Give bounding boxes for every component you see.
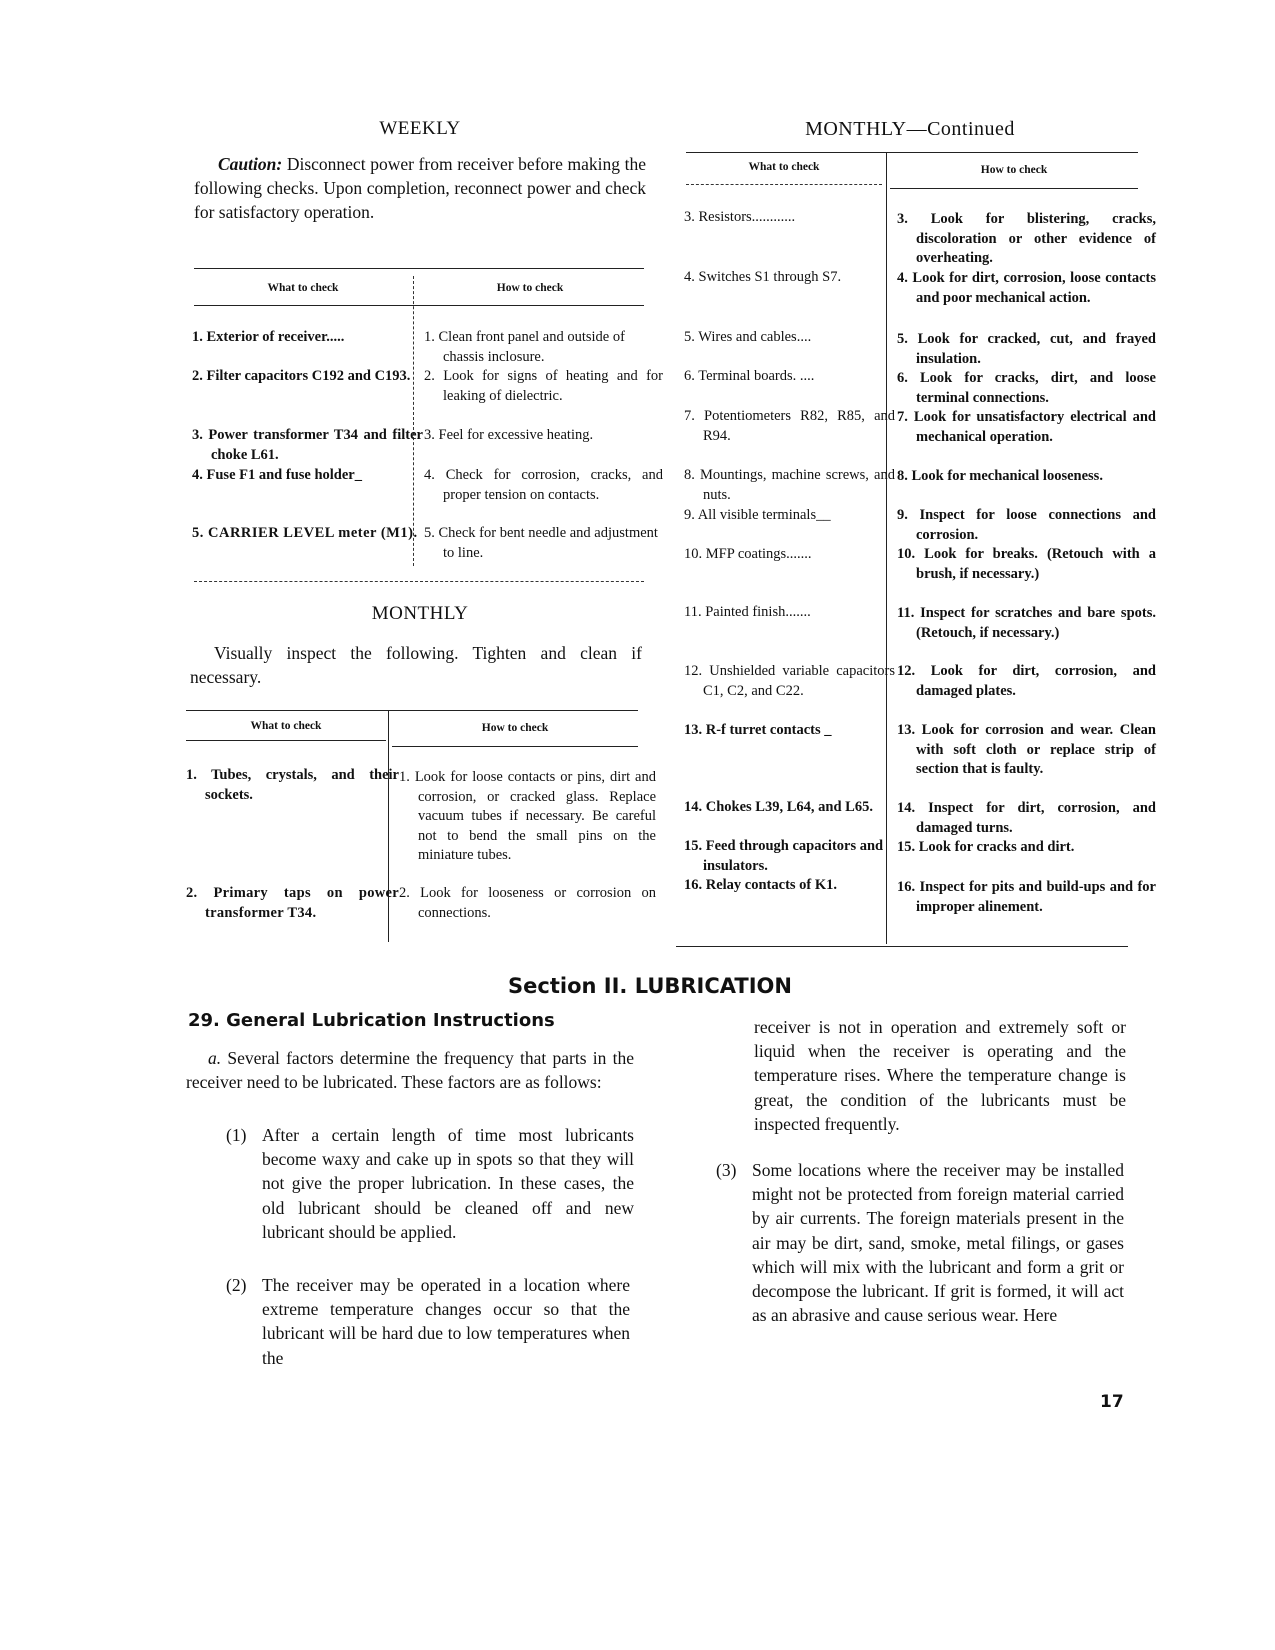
monthly-continued-what-12: 12. Unshielded variable capacitors C1, C2, and C22.: [684, 663, 895, 699]
monthly-continued-what-5: 5. Wires and cables....: [684, 329, 812, 345]
lubrication-item-2-continued: [754, 1015, 1126, 1136]
weekly-what-5: 5. CARRIER LEVEL meter (M1).: [192, 525, 418, 541]
monthly-continued-what-13: 13. R-f turret contacts _: [684, 722, 832, 738]
weekly-how-1: 1. Clean front panel and outside of chassis inclosure.: [424, 329, 625, 365]
monthly-what-2: 2. Primary taps on power transformer T34.: [186, 885, 399, 921]
monthly-continued-how-6: 6. Look for cracks, dirt, and loose terminal connections.: [897, 370, 1156, 406]
monthly-continued-col-what-header: What to check: [748, 161, 820, 173]
lubrication-item-3: [716, 1158, 1124, 1327]
monthly-how-2: 2. Look for looseness or corrosion on connections.: [399, 885, 656, 921]
monthly-continued-how-9: 9. Inspect for loose connections and corrosion.: [897, 507, 1156, 543]
monthly-continued-how-3: 3. Look for blistering, cracks, discoloration or other evidence of overheating.: [897, 211, 1156, 267]
monthly-col-what-header: What to check: [250, 720, 322, 732]
item-marker: (1): [226, 1125, 247, 1145]
weekly-caution-paragraph: [194, 152, 646, 224]
item-marker: (3): [716, 1160, 737, 1180]
monthly-continued-how-4: 4. Look for dirt, corrosion, loose contacts and poor mechanical action.: [897, 270, 1156, 306]
table-rule: [686, 152, 1138, 153]
monthly-continued-what-6: 6. Terminal boards. ....: [684, 368, 815, 384]
weekly-how-5: 5. Check for bent needle and adjustment to line.: [424, 525, 658, 561]
weekly-how-4: 4. Check for corrosion, cracks, and proper tension on contacts.: [424, 467, 663, 503]
table-rule: [194, 305, 644, 306]
monthly-continued-how-12: 12. Look for dirt, corrosion, and damaged plates.: [897, 663, 1156, 699]
weekly-what-2: 2. Filter capacitors C192 and C193.: [192, 368, 411, 384]
weekly-what-4: 4. Fuse F1 and fuse holder_: [192, 467, 362, 483]
monthly-continued-how-13: 13. Look for corrosion and wear. Clean with soft cloth or replace strip of section that is faulty.: [897, 722, 1156, 778]
weekly-col-how-header: How to check: [496, 282, 564, 294]
caution-label: Caution:: [218, 154, 283, 174]
weekly-col-what-header: What to check: [267, 282, 339, 294]
monthly-what-1: 1. Tubes, crystals, and their sockets.: [186, 767, 399, 803]
monthly-heading: MONTHLY: [371, 603, 469, 624]
weekly-how-3: 3. Feel for excessive heating.: [424, 427, 594, 443]
paragraph-a-text: Several factors determine the frequency that parts in the receiver need to be lubricated. These factors are as follows:: [186, 1048, 634, 1093]
monthly-continued-what-11: 11. Painted finish.......: [684, 604, 811, 620]
monthly-continued-what-16: 16. Relay contacts of K1.: [684, 877, 838, 893]
monthly-continued-how-10: 10. Look for breaks. (Retouch with a brush, if necessary.): [897, 546, 1156, 582]
lubrication-item-2: [226, 1273, 630, 1370]
item-text: After a certain length of time most lubricants become waxy and cake up in spots so that they will not give the proper lubrication. In these cases, the old lubricant should be cleaned off and new lubricant should be applied.: [262, 1125, 634, 1242]
monthly-continued-what-3: 3. Resistors............: [684, 209, 796, 225]
monthly-continued-what-4: 4. Switches S1 through S7.: [684, 269, 842, 285]
section-title: Section II. LUBRICATION: [508, 974, 792, 998]
monthly-continued-what-8: 8. Mountings, machine screws, and nuts.: [684, 467, 895, 503]
table-column-divider: [413, 276, 414, 566]
item-text: Some locations where the receiver may be installed might not be protected from foreign material carried by air currents. The foreign materials present in the air may be dirt, sand, smoke, metal filings, or gases which will mix with the lubricant and form a grit or decompose the lubricant. If grit is formed, it will act as an abrasive and cause serious wear. Here: [752, 1160, 1124, 1326]
monthly-continued-heading: MONTHLY—Continued: [805, 118, 1015, 140]
page-number: 17: [1100, 1392, 1124, 1412]
weekly-heading: WEEKLY: [379, 118, 461, 139]
monthly-continued-how-11: 11. Inspect for scratches and bare spots. (Retouch, if necessary.): [897, 605, 1156, 641]
paragraph-a-label: a.: [208, 1048, 222, 1068]
subsection-title: 29. General Lubrication Instructions: [188, 1010, 555, 1031]
weekly-what-1: 1. Exterior of receiver.....: [192, 329, 345, 345]
monthly-col-how-header: How to check: [481, 722, 549, 734]
table-rule: [194, 581, 644, 582]
monthly-continued-how-14: 14. Inspect for dirt, corrosion, and damaged turns.: [897, 800, 1156, 836]
table-rule: [686, 184, 882, 185]
table-rule: [186, 740, 386, 741]
table-rule: [890, 188, 1138, 189]
monthly-continued-how-16: 16. Inspect for pits and build-ups and for improper alinement.: [897, 879, 1156, 915]
caution-text: Disconnect power from receiver before making the following checks. Upon completion, reconnect power and check for satisfactory operation.: [194, 154, 646, 222]
monthly-continued-how-7: 7. Look for unsatisfactory electrical and mechanical operation.: [897, 409, 1156, 445]
monthly-continued-how-8: 8. Look for mechanical looseness.: [897, 468, 1103, 484]
item-text: receiver is not in operation and extremely soft or liquid when the receiver is operating and the temperature rises. Where the temperature change is great, the condition of the lubricants must be inspected frequently.: [754, 1017, 1126, 1134]
paragraph-a: [186, 1046, 634, 1094]
monthly-continued-how-15: 15. Look for cracks and dirt.: [897, 839, 1075, 855]
item-marker: (2): [226, 1275, 247, 1295]
weekly-what-3: 3. Power transformer T34 and filter choke L61.: [192, 427, 423, 463]
monthly-continued-how-5: 5. Look for cracked, cut, and frayed insulation.: [897, 331, 1156, 367]
monthly-continued-col-how-header: How to check: [980, 164, 1048, 176]
table-rule: [194, 268, 644, 269]
monthly-intro: Visually inspect the following. Tighten and clean if necessary.: [190, 643, 642, 687]
monthly-continued-what-9: 9. All visible terminals__: [684, 507, 831, 523]
monthly-continued-what-15: 15. Feed through capacitors and insulators.: [684, 838, 884, 874]
table-rule: [186, 710, 638, 711]
lubrication-item-1: [226, 1123, 634, 1244]
monthly-continued-what-10: 10. MFP coatings.......: [684, 546, 812, 562]
table-rule: [392, 746, 638, 747]
weekly-how-2: 2. Look for signs of heating and for leaking of dielectric.: [424, 368, 663, 404]
monthly-continued-what-7: 7. Potentiometers R82, R85, and R94.: [684, 408, 895, 444]
item-text: The receiver may be operated in a location where extreme temperature changes occur so that the lubricant will be hard due to low temperatures when the: [262, 1275, 630, 1368]
monthly-continued-what-14: 14. Chokes L39, L64, and L65.: [684, 799, 873, 815]
table-rule: [676, 946, 1128, 947]
monthly-how-1: 1. Look for loose contacts or pins, dirt and corrosion, or cracked glass. Replace vacuum tubes if necessary. Be careful not to bend the small pins on the miniature tubes.: [399, 769, 656, 864]
